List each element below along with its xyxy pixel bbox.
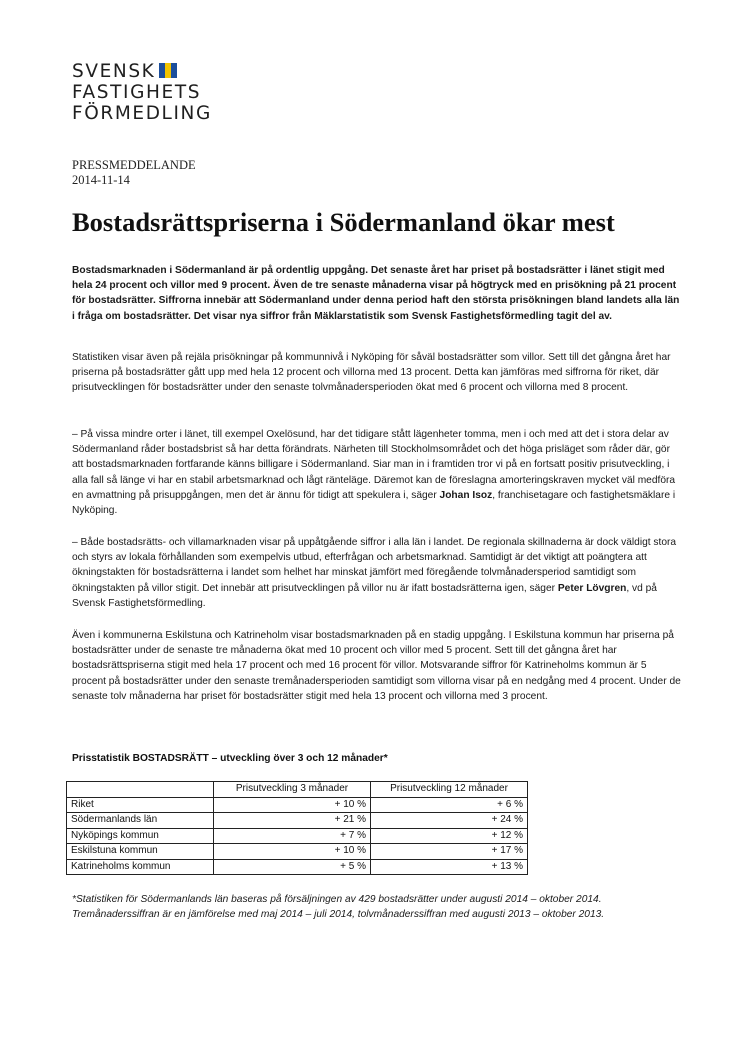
swedish-flag-icon: [159, 63, 177, 78]
table-cell-3m: + 7 %: [214, 828, 371, 844]
paragraph-2-text: – På vissa mindre orter i länet, till exempel Oxelösund, har det tidigare stått lägenheter tomma, men i och med att det i stora delar av Södermanland råder bostadsbrist så har detta förändrats. Närheten till Stockholmsområdet och det höga prisläget som råder där, gör att bostadsmarknaden fortfarande känns billigare i Södermanland. Siar man in i framtiden tror vi på en fortsatt positiv prisutveckling, i alla fall så länge vi har en stabil arbetsmarknad och lågt ränteläge. Däremot kan de föreslagna amorteringskraven mycket väl medföra en avmattning på prisuppgången, men det är ännu för tidigt att spekulera i, säger: [72, 429, 676, 501]
table-title: Prisstatistik BOSTADSRÄTT – utveckling över 3 och 12 månader*: [72, 753, 388, 764]
logo-line-2: FASTIGHETS: [72, 82, 202, 103]
table-row: [67, 797, 528, 813]
table-cell-region: Södermanlands län: [67, 813, 214, 829]
quote-person-name: Peter Lövgren: [557, 582, 627, 594]
table-row: [67, 844, 528, 860]
paragraph-3-suffix: , vd på Svensk Fastighetsförmedling.: [72, 582, 657, 609]
table-cell-region: Katrineholms kommun: [67, 859, 214, 875]
paragraph-3-text: – Både bostadsrätts- och villamarknaden visar på uppåtgående siffror i alla län i landet. De regionala skillnaderna är dock väldigt stora och styrs av lokala förhållanden som exempelvis utbud, efterfrågan och arbetsmarknad. Samtidigt är det viktigt att poängtera att ökningstakten för bostadsrätterna i landet som helhet har minskat jämfört med föregående tolvmånadersperiod samtidigt som ökningstakten på villor stigit. Det innebär att prisutvecklingen på villor nu är ifatt bostadsrätterna igen, säger: [72, 537, 677, 594]
table-footnote: *Statistiken för Södermanlands län baseras på försäljningen av 429 bostadsrätter under augusti 2014 – oktober 2014. Tremånaderssiffran är en jämförelse med maj 2014 – juli 2014, tolvmånaderssiffran med augusti 2013 – oktober 2013.: [72, 894, 605, 921]
table-cell-region: Nyköpings kommun: [67, 828, 214, 844]
table-row: [67, 828, 528, 844]
table-cell-3m: + 10 %: [214, 844, 371, 860]
page-title: Bostadsrättspriserna i Södermanland ökar mest: [72, 207, 615, 237]
table-header-cell: [67, 782, 214, 798]
paragraph-2-suffix: , franchisetagare och fastighetsmäklare i Nyköping.: [72, 489, 676, 517]
paragraph-3: [72, 535, 682, 611]
table-cell-3m: + 21 %: [214, 813, 371, 829]
table-cell-region: Riket: [67, 797, 214, 813]
quote-person-name: Johan Isoz: [439, 489, 493, 501]
table-cell-3m: + 10 %: [214, 797, 371, 813]
table-header-cell: Prisutveckling 3 månader: [214, 782, 371, 798]
table-cell-3m: + 5 %: [214, 859, 371, 875]
table-cell-12m: + 13 %: [371, 859, 528, 875]
table-header-row: [67, 782, 528, 798]
lead-paragraph: Bostadsmarknaden i Södermanland är på ordentlig uppgång. Det senaste året har priset på bostadsrätter i länet stigit med hela 24 procent och villor med 9 procent. Även de tre senaste månaderna visar på högtryck med en prisökning på 21 procent för bostadsrätter. Siffrorna innebär att Södermanland under denna period haft den största prisökningen bland landets alla län i fråga om bostadsrätter. Det visar nya siffror från Mäklarstatistik som Svensk Fastighetsförmedling tagit del av.: [72, 265, 680, 322]
paragraph-2: [72, 427, 682, 518]
press-header: [72, 158, 196, 188]
press-date: 2014-11-14: [72, 173, 130, 187]
table-cell-12m: + 17 %: [371, 844, 528, 860]
logo-line-1: SVENSK: [72, 61, 156, 82]
table-header-cell: Prisutveckling 12 månader: [371, 782, 528, 798]
table-row: [67, 859, 528, 875]
paragraph-4: Även i kommunerna Eskilstuna och Katrineholm visar bostadsmarknaden på en stadig uppgång. I Eskilstuna kommun har priserna på bostadsrätter under de senaste tre månaderna ökat med 10 procent och villor med 5 procent. Sett till det gångna året har bostadsrättspriserna stigit med hela 17 procent och med 16 procent för villor. Motsvarande siffror för Katrineholms kommun är 5 procent på bostadsrätter under den senaste tremånadersperioden samtidigt som villorna visar på en nedgång med 4 procent. Under de senaste tolv månaderna har priset för bostadsrätter stigit med hela 13 procent och villorna med 3 procent.: [72, 630, 681, 702]
paragraph-1: Statistiken visar även på rejäla prisökningar på kommunnivå i Nyköping för såväl bostadsrätter som villor. Sett till det gångna året har priserna på bostadsrätter gått upp med hela 12 procent och villorna med 13 procent. Detta kan jämföras med siffrorna för riket, där prisutvecklingen för bostadsrätter under den senaste tolvmånadersperioden ökat med 6 procent och villorna med 8 procent.: [72, 352, 671, 394]
price-statistics-table: [66, 781, 528, 875]
table-cell-12m: + 12 %: [371, 828, 528, 844]
company-logo: [72, 61, 212, 124]
press-label: PRESSMEDDELANDE: [72, 158, 196, 172]
table-cell-region: Eskilstuna kommun: [67, 844, 214, 860]
table-row: [67, 813, 528, 829]
table-cell-12m: + 24 %: [371, 813, 528, 829]
table-cell-12m: + 6 %: [371, 797, 528, 813]
logo-line-3: FÖRMEDLING: [72, 103, 212, 124]
